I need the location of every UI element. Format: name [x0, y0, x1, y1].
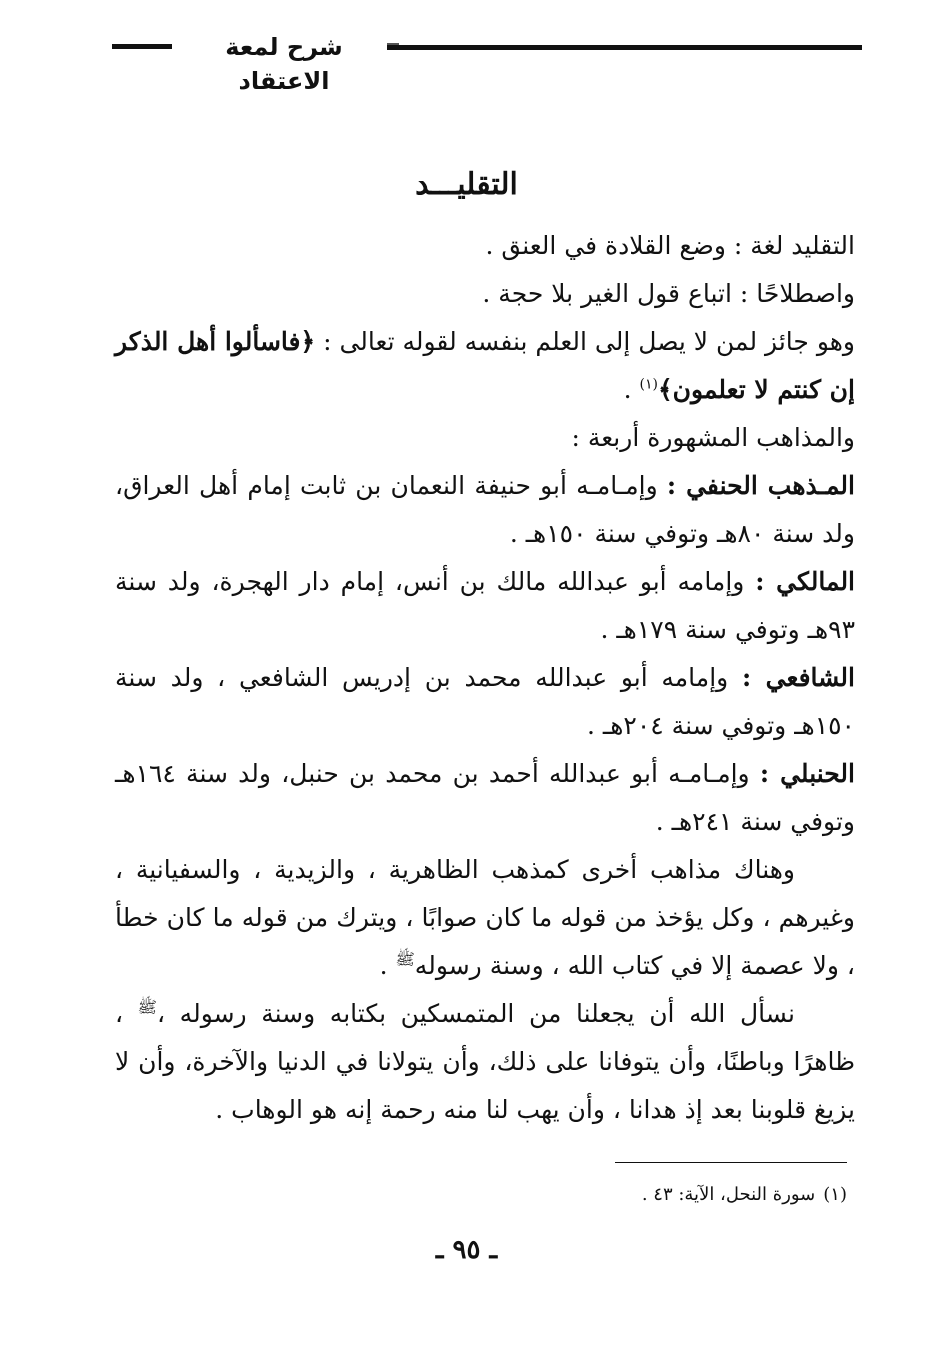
maliki-text: وإمامه أبو عبدالله مالك بن أنس، إمام دار الهجرة، ولد سنة ٩٣هـ وتوفي سنة ١٧٩هـ .	[115, 567, 855, 644]
header-dash	[112, 44, 172, 49]
honorific-glyph: ﷺ	[395, 949, 415, 969]
body-text	[115, 222, 855, 1134]
supplication-rest: ، ظاهرًا وباطنًا، وأن يتوفانا على ذلك، وأن يتولانا في الدنيا والآخرة، وأن لا يزيغ قلوبنا بعد إذ هدانا ، وأن يهب لنا منه رحمة إنه هو الوهاب .	[115, 999, 855, 1124]
paragraph-text: وهو جائز لمن لا يصل إلى العلم بنفسه لقوله تعالى :	[315, 327, 855, 356]
supplication-start: نسأل الله أن يجعلنا من المتمسكين بكتابه وسنة رسوله ،	[157, 999, 795, 1028]
term-hanbali: الحنبلي :	[759, 759, 855, 788]
hanbali-text: وإمـامـه أبو عبدالله أحمد بن محمد بن حنبل، ولد سنة ١٦٤هـ وتوفي سنة ٢٤١هـ .	[115, 759, 855, 836]
definition-linguistic: التقليد لغة : وضع القلادة في العنق .	[485, 231, 855, 260]
other-madhahib-text: وهناك مذاهب أخرى كمذهب الظاهرية ، والزيدية ، والسفيانية ، وغيرهم ، وكل يؤخذ من قوله ما كان صوابًا ، ويترك من قوله ما كان خطأ ، ولا عصمة إلا في كتاب الله ، وسنة رسوله	[115, 855, 855, 980]
chapter-title: التقليـــد	[415, 167, 518, 202]
term-maliki: المالكي :	[755, 567, 856, 596]
term-hanafi: المـذهب الحنفي :	[666, 471, 855, 500]
paragraph-other-madhahib	[115, 846, 855, 990]
honorific-glyph: ﷺ	[137, 997, 157, 1017]
paragraph-hanafi	[115, 462, 855, 558]
hanafi-text: وإمـامـه أبو حنيفة النعمان بن ثابت إمام أهل العراق، ولد سنة ٨٠هـ وتوفي سنة ١٥٠هـ .	[115, 471, 855, 548]
paragraph-madhahib-intro: والمذاهب المشهورة أربعة :	[571, 423, 855, 452]
paragraph-end: .	[379, 951, 396, 980]
paragraph-permissibility	[115, 318, 855, 414]
paragraph-end: .	[623, 375, 640, 404]
footnote-reference: (١)	[639, 376, 659, 393]
shafii-text: وإمامه أبو عبدالله محمد بن إدريس الشافعي ، ولد سنة ١٥٠هـ وتوفي سنة ٢٠٤هـ .	[115, 663, 855, 740]
footnote-number: (١)	[823, 1184, 847, 1205]
paragraph-supplication	[115, 990, 855, 1134]
footnote-separator	[615, 1162, 847, 1163]
quran-verse: ﴿فاسألوا أهل الذكر إن كنتم لا تعلمون﴾	[115, 327, 855, 404]
definition-technical: واصطلاحًا : اتباع قول الغير بلا حجة .	[482, 279, 855, 308]
header-rule	[387, 45, 862, 50]
paragraph-maliki	[115, 558, 855, 654]
paragraph-hanbali	[115, 750, 855, 846]
paragraph-shafii	[115, 654, 855, 750]
page-number: ـ ٩٥ ـ	[435, 1235, 498, 1265]
term-shafii: الشافعي :	[741, 663, 855, 692]
running-header	[112, 30, 862, 95]
footnote-text: سورة النحل، الآية: ٤٣ .	[641, 1184, 816, 1205]
footnote	[347, 1180, 847, 1210]
running-title: شرح لمعة الاعتقاد	[178, 30, 390, 98]
